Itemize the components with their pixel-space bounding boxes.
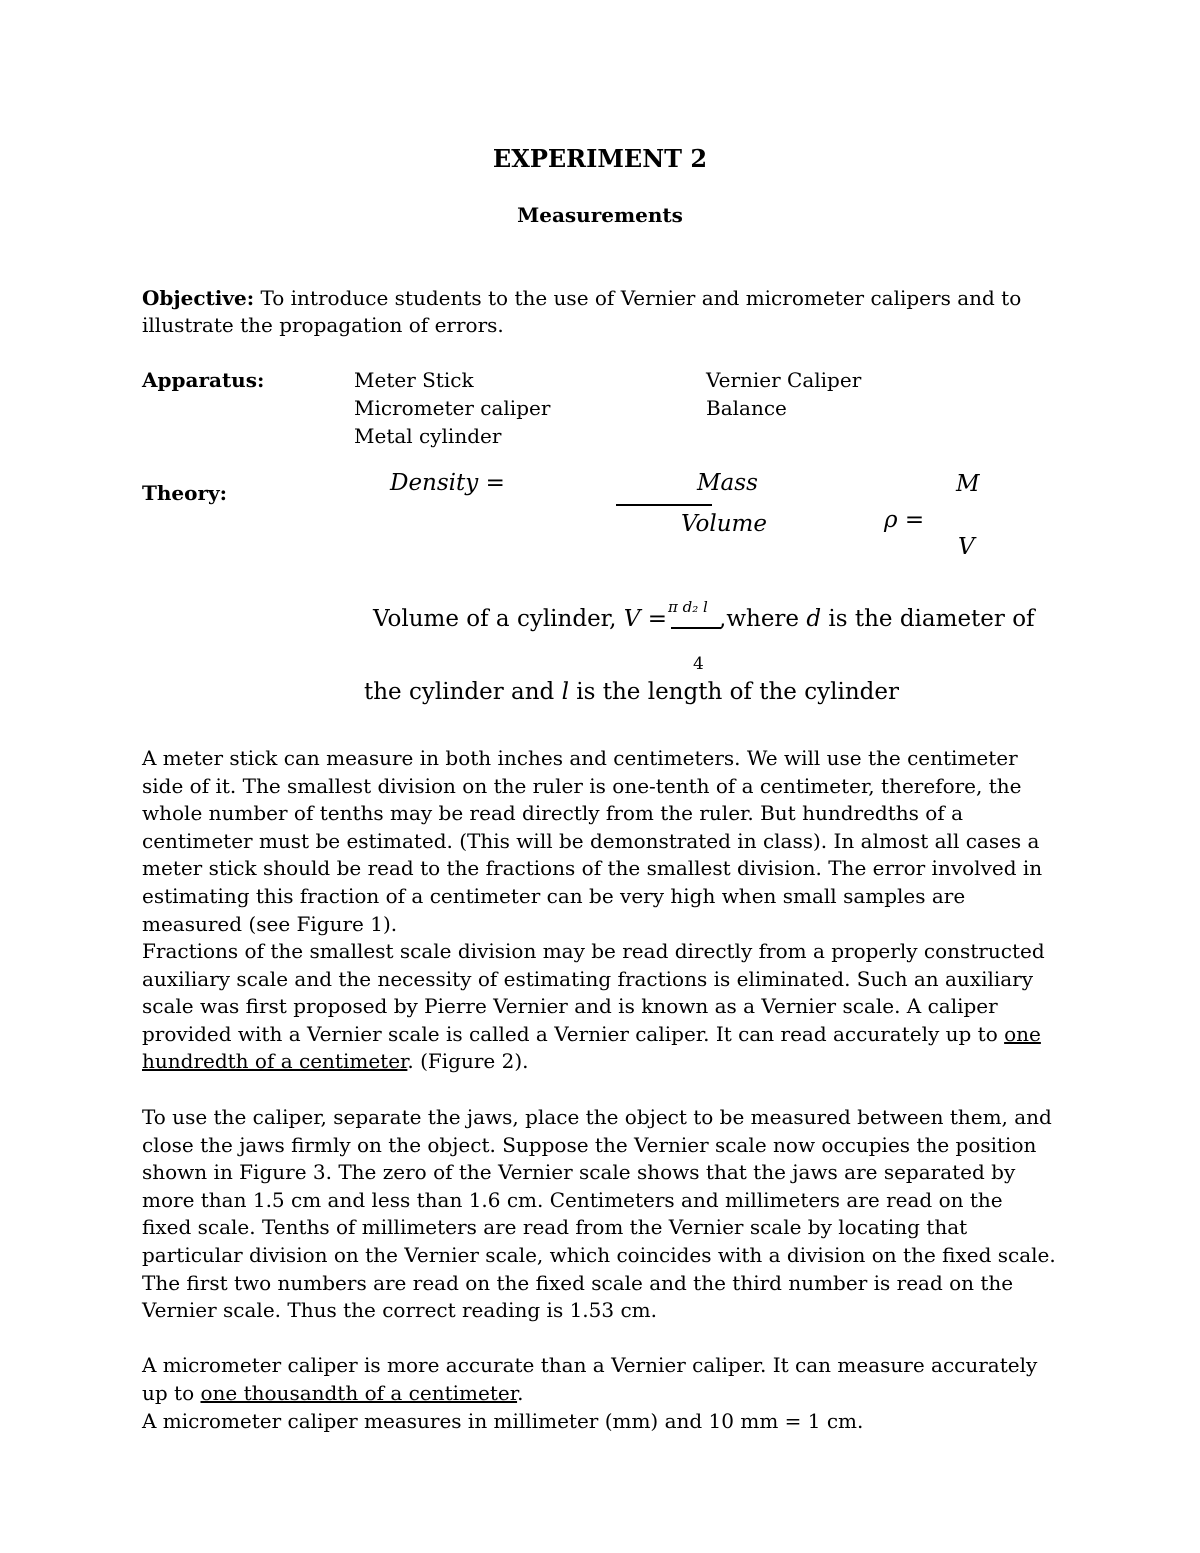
- cylinder-prefix: Volume of a cylinder,: [373, 606, 617, 632]
- paragraph-micrometer-text: A micrometer caliper is more accurate than a Vernier caliper. It can measure accurately up to: [142, 1353, 1038, 1405]
- paragraph-meter-stick: A meter stick can measure in both inches and centimeters. We will use the centimeter side of it. The smallest division on the ruler is one-tenth of a centimeter, therefore, the whole number of tenths may be read directly from the ruler. But hundredths of a centimeter must be estimated. (This will be demonstrated in class). In almost all cases a meter stick should be read to the fractions of the smallest division. The error involved in estimating this fraction of a centimeter can be very high when small samples are measured (see Figure 1).: [142, 746, 1043, 936]
- cylinder-comma: ,: [719, 606, 727, 632]
- cylinder-rest: is the diameter of: [828, 606, 1035, 632]
- cylinder-fraction-bar: [671, 627, 721, 629]
- cylinder-denominator: 4: [693, 654, 704, 674]
- objective-text-1: To introduce students to the use of Vernier and micrometer calipers and to: [260, 286, 1022, 310]
- underlined-hundredth: one hundredth of a centimeter: [142, 1021, 1041, 1074]
- page-subtitle: Measurements: [517, 203, 683, 227]
- theory-label: Theory:: [142, 481, 228, 505]
- cylinder-equals: =: [647, 606, 667, 632]
- objective-label: Objective:: [142, 286, 255, 310]
- volume-denominator: Volume: [681, 511, 767, 537]
- page-title: EXPERIMENT 2: [492, 144, 708, 173]
- density-term: Density =: [390, 470, 505, 496]
- v-denominator: V: [958, 534, 975, 560]
- cylinder-d: d: [806, 606, 822, 632]
- paragraph-micrometer: [142, 1352, 1057, 1407]
- cylinder-formula-rest: [719, 606, 1035, 632]
- paragraph-vernier-scale: [142, 938, 1057, 1076]
- cylinder-where: where: [726, 606, 800, 632]
- paragraph-caliper-usage: To use the caliper, separate the jaws, place the object to be measured between them, and close the jaws firmly on the object. Suppose the Vernier scale now occupies the position shown in Figure 3. The zero of the Vernier scale shows that the jaws are separated by more than 1.5 cm and less than 1.6 cm. Centimeters and millimeters are read on the fixed scale. Tenths of millimeters are read from the Vernier scale by locating that particular division on the Vernier scale, which coincides with a division on the fixed scale. The first two numbers are read on the fixed scale and the third number is read on the Vernier scale. Thus the correct reading is 1.53 cm.: [142, 1105, 1056, 1323]
- paragraph-micrometer-units: A micrometer caliper measures in millimeter (mm) and 10 mm = 1 cm.: [142, 1409, 864, 1433]
- fraction-bar: [616, 504, 712, 506]
- cylinder-line2-a: the cylinder and: [364, 679, 555, 705]
- objective-line-1: [142, 285, 1021, 313]
- apparatus-item: Meter Stick: [354, 368, 474, 392]
- apparatus-item: Metal cylinder: [354, 424, 502, 448]
- paragraph-vernier-end: . (Figure 2).: [407, 1049, 529, 1074]
- rho-term: ρ =: [884, 507, 925, 533]
- cylinder-formula-line: [373, 606, 667, 632]
- m-numerator: M: [956, 471, 980, 497]
- apparatus-item: Vernier Caliper: [706, 368, 862, 392]
- paragraph-micrometer-end: .: [517, 1380, 524, 1405]
- underlined-thousandth: one thousandth of a centimeter: [200, 1380, 518, 1405]
- objective-line-2: illustrate the propagation of errors.: [142, 313, 504, 337]
- paragraph-vernier-text: Fractions of the smallest scale division may be read directly from a properly constructed auxiliary scale and the necessity of estimating fractions is eliminated. Such an auxiliary scale was first proposed by Pierre Vernier and is known as a Vernier scale. A caliper provided with a Vernier scale is called a Vernier caliper. It can read accurately up to: [142, 939, 1045, 1046]
- cylinder-numerator: π d₂ l: [668, 598, 708, 616]
- apparatus-item: Balance: [706, 396, 787, 420]
- mass-numerator: Mass: [697, 470, 758, 496]
- cylinder-v: V: [623, 606, 641, 632]
- apparatus-item: Micrometer caliper: [354, 396, 551, 420]
- cylinder-l: l: [561, 679, 569, 705]
- cylinder-formula-line-2: [364, 679, 899, 705]
- cylinder-line2-b: is the length of the cylinder: [576, 679, 899, 705]
- apparatus-label: Apparatus:: [142, 368, 265, 392]
